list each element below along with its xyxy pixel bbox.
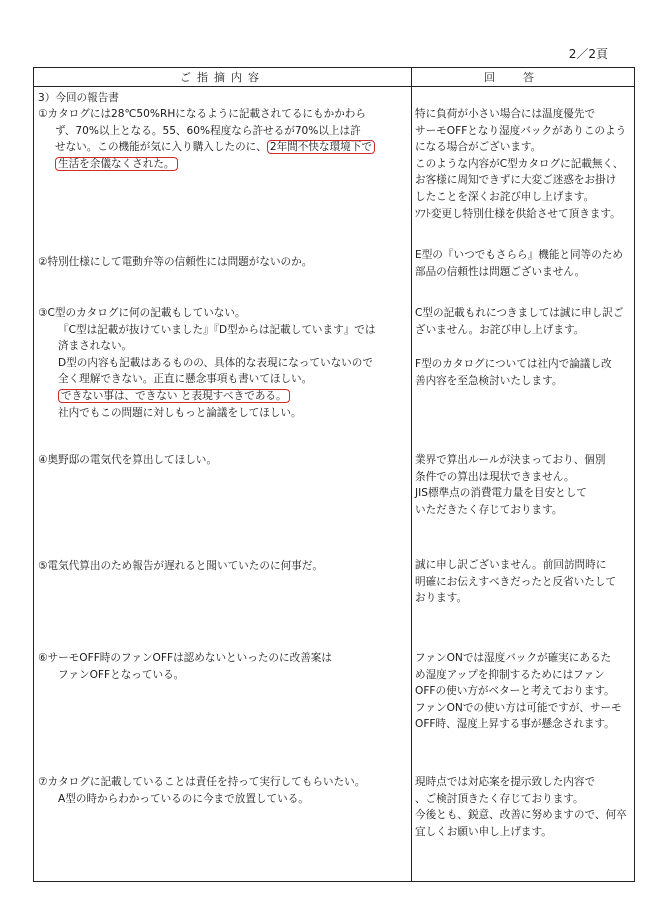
answer-1: 特に負荷が小さい場合には温度優先で サーモOFFとなり湿度バックがありこのよう になる場合がございます。 このような内容がC型カタログに記載無く、 お客様に周知できずに大変ご迷惑をお掛け したことを深くお詫び申し上げます。 ｿﾌﾄ変更し特別仕様を供給させて頂きます。 [415,108,627,220]
header-divider [34,86,634,87]
highlight-box: 2年間不快な環境下で [267,140,375,154]
answer-3b: F型のカタログについては社内で論議し改 善内容を至急検討いたします。 [415,358,612,387]
complaint-7: ⑦カタログに記載していることは責任を持って実行してもらいたい。 A型の時からわかっているのに今まで放置している。 [38,776,366,805]
complaint-6: ⑥サーモOFF時のファンOFFは認めないといったのに改善案は ファンOFFとなっている。 [38,652,332,681]
answer-4: 業界で算出ルールが決まっており、個別 条件での算出は現状できません。 JIS標準点の消費電力量を目安として いただきたく存じております。 [415,454,606,516]
answer-6: ファンONでは湿度バックが確実にあるた め湿度アップを抑制するためにはファン OFFの使い方がベターと考えております。 ファンONでの使い方は可能ですが、サーモ OFF時、湿度上昇する事が懸念されます。 [415,652,622,731]
section-title: 3）今回の報告書 [38,92,119,104]
complaint-4: ④奥野邸の電気代を算出してほしい。 [38,454,217,466]
complaint-5: ⑤電気代算出のため報告が遅れると聞いていたのに何事だ。 [38,560,323,572]
page-number: 2／2頁 [568,47,608,61]
complaint-1: ①カタログには28℃50%RHになるように記載されてるにもかかわら ず、70%以上となる。55、60%程度なら許せるが70%以上は許 せない。この機能が気に入り購入したのに、 2年間不快な環境下で 生活を余儀なくされた。 [38,106,375,172]
answer-7: 現時点では対応案を提示致した内容で 、ご検討頂きたく存じております。 今後とも、鋭意、改善に努めますので、何卒 宜しくお願い申し上げます。 [415,776,627,838]
response-table [33,67,635,882]
header-complaints: ご指摘内容 [180,71,265,84]
header-answers: 回答 [484,71,562,84]
column-divider [411,68,412,881]
complaint-2: ②特別仕様にして電動弁等の信頼性には問題がないのか。 [38,256,313,268]
highlight-box: 生活を余儀なくされた。 [55,157,178,171]
highlight-box: できない事は、できない と表現すべきである。 [58,389,290,403]
answer-3a: C型の記載もれにつきましては誠に申し訳ご ざいません。お詫び申し上げます。 [415,307,624,336]
complaint-3: ③C型のカタログに何の記載もしていない。 『C型は記載が抜けていました』『D型からは記載しています』では 済まされない。 D型の内容も記載はあるものの、具体的な表現になっていないので 全く理解できない。正直に懸念事項も書いてほしい。 できない事は、できない と表現すべきである。 社内でもこの問題に対しもっと論議をしてほしい。 [38,307,376,419]
answer-5: 誠に申し訳ございません。前回訪問時に 明確にお伝えすべきだったと反省いたして おります。 [415,559,617,605]
answer-2: E型の『いつでもさらら』機能と同等のため 部品の信頼性は問題ございません。 [415,249,623,278]
